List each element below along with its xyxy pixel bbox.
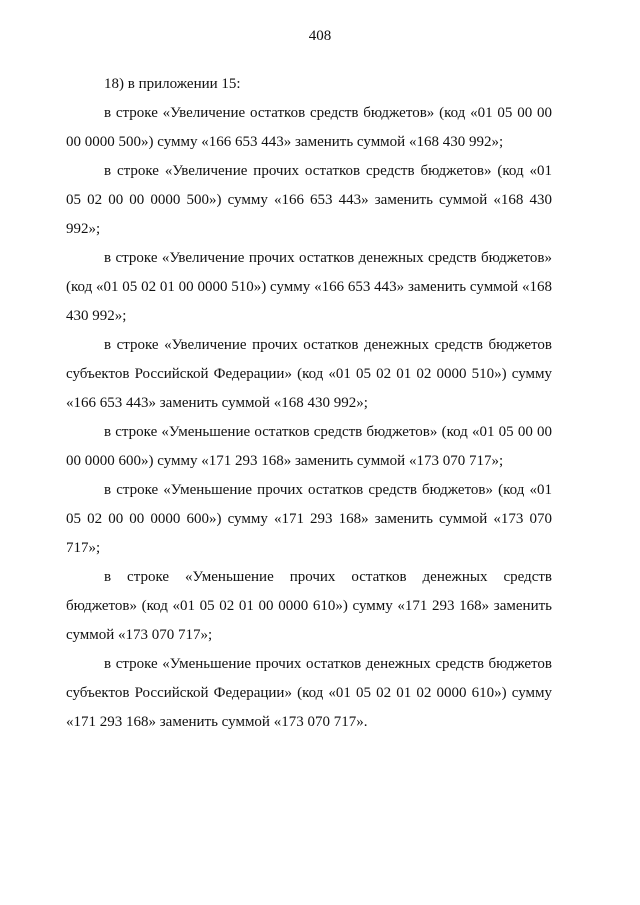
section-intro: 18) в приложении 15: — [104, 76, 241, 92]
amendment-paragraph-7: в строке «Уменьшение прочих остатков денежных средств бюджетов» (код «01 05 02 01 00 0000 610») сумму «171 293 168» заменить суммой «173 070 717»; — [66, 569, 552, 643]
amendment-paragraph-4: в строке «Увеличение прочих остатков денежных средств бюджетов субъектов Российской Федерации» (код «01 05 02 01 02 0000 510») сумму «166 653 443» заменить суммой «168 430 992»; — [66, 337, 552, 411]
document-body — [66, 70, 552, 737]
amendment-paragraph-3: в строке «Увеличение прочих остатков денежных средств бюджетов» (код «01 05 02 01 00 0000 510») сумму «166 653 443» заменить суммой «168 430 992»; — [66, 250, 552, 324]
page-number: 408 — [308, 28, 332, 44]
amendment-paragraph-1: в строке «Увеличение остатков средств бюджетов» (код «01 05 00 00 00 0000 500») сумму «166 653 443» заменить суммой «168 430 992»; — [66, 105, 552, 150]
amendment-paragraph-2: в строке «Увеличение прочих остатков средств бюджетов» (код «01 05 02 00 00 0000 500») сумму «166 653 443» заменить суммой «168 430 992»; — [66, 163, 552, 237]
amendment-paragraph-8: в строке «Уменьшение прочих остатков денежных средств бюджетов субъектов Российской Федерации» (код «01 05 02 01 02 0000 610») сумму «171 293 168» заменить суммой «173 070 717». — [66, 656, 552, 730]
amendment-paragraph-5: в строке «Уменьшение остатков средств бюджетов» (код «01 05 00 00 00 0000 600») сумму «171 293 168» заменить суммой «173 070 717»; — [66, 424, 552, 469]
amendment-paragraph-6: в строке «Уменьшение прочих остатков средств бюджетов» (код «01 05 02 00 00 0000 600») сумму «171 293 168» заменить суммой «173 070 717»; — [66, 482, 552, 556]
